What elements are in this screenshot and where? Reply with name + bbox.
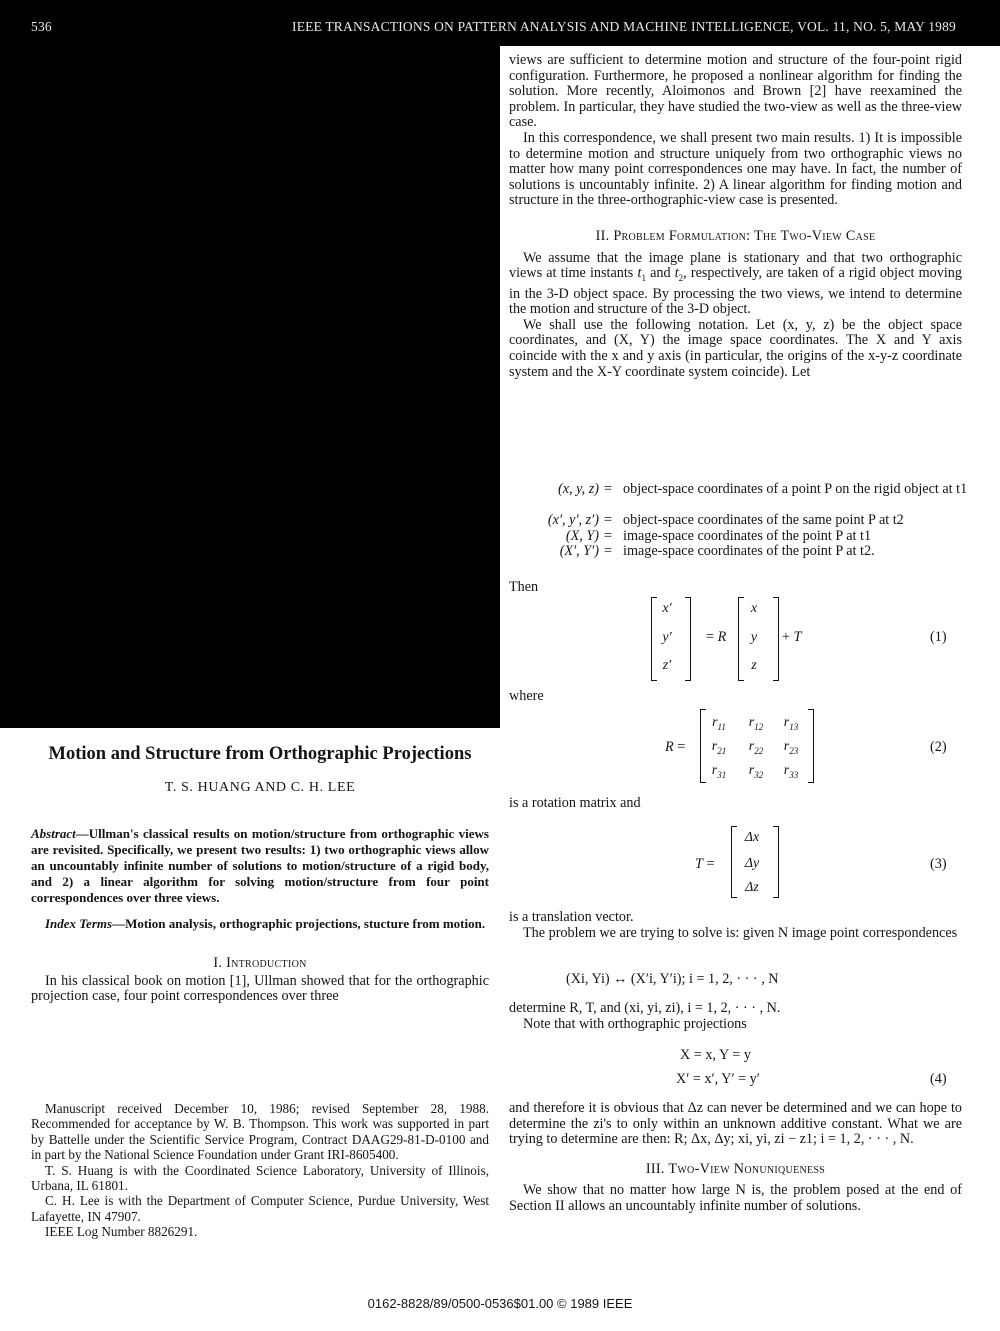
translation-text: is a translation vector. — [509, 909, 634, 925]
right-column-determine — [509, 1001, 962, 1032]
equation-number: (3) — [930, 856, 947, 872]
equation-number: (4) — [930, 1071, 947, 1087]
therefore-text: and therefore it is obvious that Δz can never be determined and we can hope to determine the zi's to only within an unknown additive constant. What we are trying to determine are then: R; Δx, Δy; xi, yi, zi − z1; i = 1, 2, · · · , N. — [509, 1100, 962, 1148]
manuscript-note: Manuscript received December 10, 1986; revised September 28, 1988. Recommended for acceptance by W. B. Thompson. This work was supported in part by Battelle under the Scientific Service Program, Contract DAAG29-81-D-0100 and in part by the National Science Foundation under Grant IRI-8605400. — [31, 1101, 489, 1163]
section-2-paragraph-2: We shall use the following notation. Let (x, y, z) be the object space coordinates, and (X, Y) the image space coordinates. The X and Y axis coincide with the x and y axis (in particular, the origins of the x-y-z coordinate system and the X-Y coordinate system coincide). Let — [509, 316, 962, 380]
ortho-equation-2: X′ = x′, Y′ = y′ — [676, 1071, 760, 1087]
ortho-equation-1: X = x, Y = y — [680, 1047, 751, 1063]
vector-entry: x — [750, 601, 758, 616]
definition-row: (x′, y′, z′) = object-space coordinates of the same point P at t2 — [547, 512, 904, 529]
section-3-heading: III. Two-View Nonuniqueness — [645, 1160, 826, 1177]
correspondence-equation: (Xi, Yi) ↔ (X′i, Y′i); i = 1, 2, · · · , N — [566, 971, 779, 987]
intro-continuation: views are sufficient to determine motion and structure of the four-point rigid configuration. Furthermore, he proposed a nonlinear algorithm for finding the solution. More recently, Aloimonos and Brown [2] have reexamined the problem. In particular, they have studied the two-view as well as the three-view case. — [509, 52, 962, 131]
log-number: IEEE Log Number 8826291. — [45, 1224, 198, 1240]
index-terms: Index Terms—Motion analysis, orthographic projections, stucture from motion. — [45, 916, 486, 931]
affiliation-2: C. H. Lee is with the Department of Computer Science, Purdue University, West Lafayette, IN 47907. — [31, 1193, 489, 1224]
vector-entry: x′ — [662, 601, 672, 616]
affiliation-1: T. S. Huang is with the Coordinated Science Laboratory, University of Illinois, Urbana, IL 61801. — [31, 1162, 489, 1194]
right-column-bottom — [509, 1101, 962, 1215]
definitions-list — [509, 482, 979, 560]
equation-number: (1) — [930, 629, 947, 645]
equation-number: (2) — [930, 739, 947, 755]
footnotes — [31, 1101, 489, 1240]
header-bar — [0, 0, 1000, 46]
then-label: Then — [509, 579, 539, 595]
note-text: Note that with orthographic projections — [523, 1015, 747, 1032]
problem-text: The problem we are trying to solve is: given N image point correspondences — [523, 924, 958, 941]
section-3-paragraph: We show that no matter how large N is, the problem posed at the end of Section II allows an uncountably infinite number of solutions. — [509, 1182, 962, 1214]
section-2-paragraph-1: We assume that the image plane is stationary and that two orthographic views at time instants $t_1$ and $t_2$, respectively, are taken of a rigid object moving in the 3-D object space. By processing the two views, we intend to determine the motion and structure of the 3-D object. — [509, 249, 962, 318]
vector-entry: y′ — [662, 630, 672, 645]
paper-authors: T. S. HUANG AND C. H. LEE — [164, 780, 356, 795]
left-column — [31, 826, 489, 1005]
definition-row: (X, Y) = image-space coordinates of the point P at t1 — [565, 527, 872, 544]
rotation-text: is a rotation matrix and — [509, 795, 641, 811]
definition-row: (X′, Y′) = image-space coordinates of the point P at t2. — [559, 543, 875, 560]
vector-entry: z — [751, 658, 757, 673]
where-label: where — [509, 688, 544, 704]
section-2-heading: II. Problem Formulation: The Two-View Case — [595, 227, 876, 244]
abstract: Abstract—Ullman's classical results on motion/structure from orthographic views are revisited. Specifically, we present two results: 1) two orthographic views allow an uncountably infinite number of solutions to motion/structure of a rigid body, and 2) a linear algorithm for solving motion/structure from four point correspondences over three views. — [31, 826, 489, 905]
journal-header: IEEE TRANSACTIONS ON PATTERN ANALYSIS AND MACHINE INTELLIGENCE, VOL. 11, NO. 5, MAY 1989 — [292, 19, 957, 34]
right-column-problem — [509, 910, 962, 941]
right-column-top — [509, 53, 962, 380]
paper-title: Motion and Structure from Orthographic Projections — [48, 744, 472, 764]
page-number: 536 — [31, 19, 52, 34]
vector-entry: y — [750, 630, 758, 645]
vector-entry: z′ — [662, 658, 672, 673]
section-1-heading: I. Introduction — [213, 955, 307, 971]
intro-paragraph-1: In his classical book on motion [1], Ullman showed that for the orthographic projection case, four point correspondences over three — [31, 972, 489, 1005]
copyright-footer: 0162-8828/89/0500-0536$01.00 © 1989 IEEE — [367, 1296, 633, 1311]
scanned-dark-region — [0, 46, 500, 728]
definition-row: (x, y, z) = object-space coordinates of a point P on the rigid object at t1 — [558, 481, 968, 497]
determine-text: determine R, T, and (xi, yi, zi), i = 1, 2, · · · , N. — [509, 1000, 781, 1016]
intro-paragraph-2: In this correspondence, we shall present two main results. 1) It is impossible to determine motion and structure uniquely from two orthographic views no matter how many point correspondences one may have. In fact, the number of solutions is uncountably infinite. 2) A linear algorithm for finding motion and structure in the three-orthographic-view case is presented. — [509, 129, 962, 209]
